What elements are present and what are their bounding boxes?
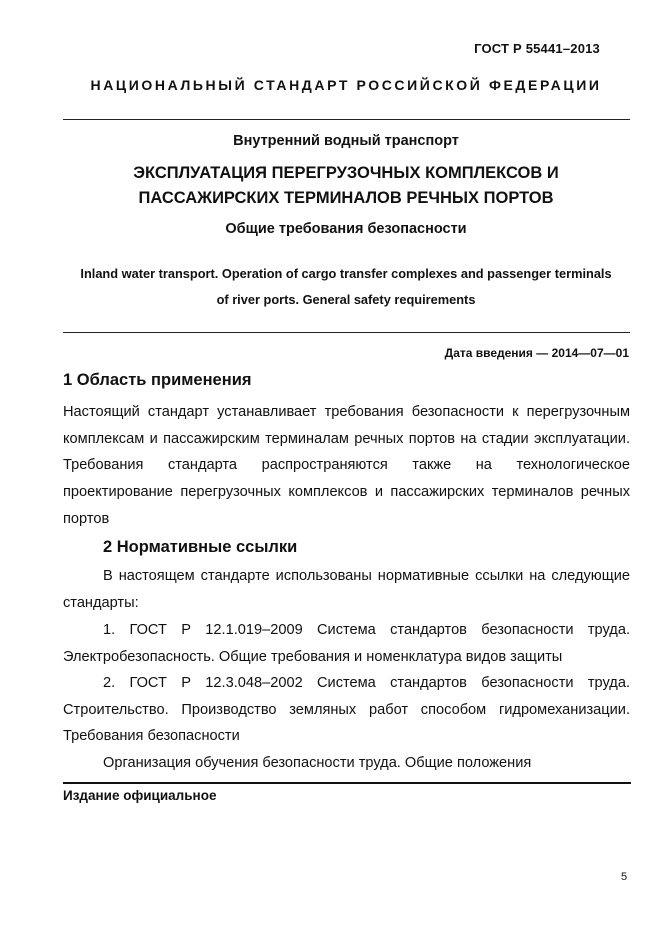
document-title: [62, 161, 630, 211]
section-2-intro: В настоящем стандарте использованы нормативные ссылки на следующие стандарты:: [63, 568, 630, 611]
page-number: 5: [621, 871, 628, 883]
english-title: [62, 261, 630, 313]
title-line-2: ПАССАЖИРСКИХ ТЕРМИНАЛОВ РЕЧНЫХ ПОРТОВ: [138, 189, 554, 207]
section-1-text: Настоящий стандарт устанавливает требования безопасности к перегрузочным комплексам и пассажирским терминалам речных портов на стадии эксплуатации. Требования стандарта распространяются также на технологическое проектирование перегрузочных комплексов и пассажирских терминалов речных портов: [63, 404, 630, 527]
reference-2: 2. ГОСТ Р 12.3.048–2002 Система стандартов безопасности труда. Строительство. Производство земляных работ способом гидромеханизации. Требования безопасности: [63, 675, 630, 745]
requirements-subtitle: Общие требования безопасности: [225, 221, 467, 237]
title-line-1: ЭКСПЛУАТАЦИЯ ПЕРЕГРУЗОЧНЫХ КОМПЛЕКСОВ И: [133, 164, 559, 182]
english-title-line-1: Inland water transport. Operation of cargo transfer complexes and passenger terminals: [80, 266, 612, 281]
introduction-date: Дата введения — 2014—07—01: [444, 346, 629, 360]
top-divider: [63, 119, 630, 120]
section-2-heading: 2 Нормативные ссылки: [103, 538, 298, 556]
reference-3: Организация обучения безопасности труда. Общие положения: [103, 755, 532, 771]
official-edition-label: Издание официальное: [63, 788, 217, 803]
reference-1: 1. ГОСТ Р 12.1.019–2009 Система стандартов безопасности труда. Электробезопасность. Общие требования и номенклатура видов защиты: [63, 622, 630, 665]
section-1-heading: 1 Область применения: [63, 371, 252, 389]
standard-number: ГОСТ Р 55441–2013: [474, 41, 600, 56]
footer-divider: [63, 782, 631, 784]
english-title-line-2: of river ports. General safety requirements: [216, 292, 476, 307]
subject-subtitle: Внутренний водный транспорт: [233, 133, 459, 149]
national-standard-heading: НАЦИОНАЛЬНЫЙ СТАНДАРТ РОССИЙСКОЙ ФЕДЕРАЦИИ: [90, 77, 602, 93]
bottom-divider: [63, 332, 630, 333]
